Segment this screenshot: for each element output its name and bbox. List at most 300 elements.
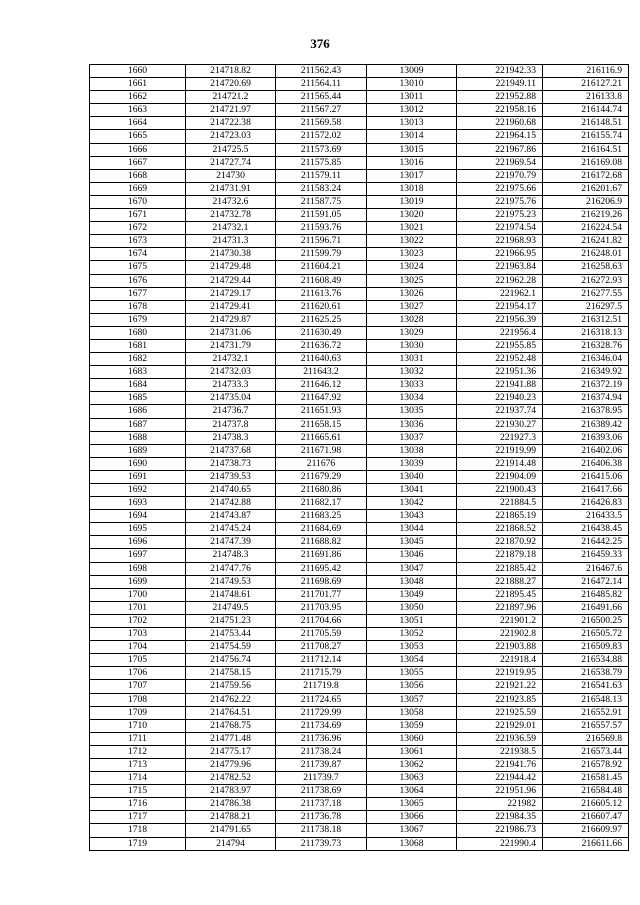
y-coordinate-cell: 216552.91 <box>543 706 629 719</box>
y-coordinate-cell: 216578.92 <box>543 758 629 771</box>
x-coordinate-cell: 221919.99 <box>457 444 543 457</box>
y-coordinate-cell: 211591.05 <box>276 209 367 222</box>
point-number-cell: 1671 <box>90 209 186 222</box>
table-row <box>90 392 629 405</box>
y-coordinate-cell: 216206.9 <box>543 195 629 208</box>
y-coordinate-cell: 216415.06 <box>543 470 629 483</box>
y-coordinate-cell: 216459.33 <box>543 549 629 562</box>
x-coordinate-cell: 221925.59 <box>457 706 543 719</box>
x-coordinate-cell: 221884.5 <box>457 497 543 510</box>
point-number-cell: 1717 <box>90 811 186 824</box>
x-coordinate-cell: 221937.74 <box>457 405 543 418</box>
point-number-cell: 13014 <box>367 130 457 143</box>
table-row <box>90 78 629 91</box>
point-number-cell: 13021 <box>367 222 457 235</box>
point-number-cell: 13022 <box>367 235 457 248</box>
table-row <box>90 366 629 379</box>
point-number-cell: 13009 <box>367 65 457 78</box>
x-coordinate-cell: 214725.5 <box>186 143 276 156</box>
table-row <box>90 837 629 850</box>
table-row <box>90 680 629 693</box>
point-number-cell: 13065 <box>367 798 457 811</box>
point-number-cell: 13016 <box>367 156 457 169</box>
y-coordinate-cell: 211739.73 <box>276 837 367 850</box>
x-coordinate-cell: 214736.7 <box>186 405 276 418</box>
y-coordinate-cell: 216491.66 <box>543 601 629 614</box>
x-coordinate-cell: 221900.43 <box>457 484 543 497</box>
x-coordinate-cell: 221984.35 <box>457 811 543 824</box>
y-coordinate-cell: 216169.08 <box>543 156 629 169</box>
x-coordinate-cell: 214730.38 <box>186 248 276 261</box>
point-number-cell: 1661 <box>90 78 186 91</box>
y-coordinate-cell: 216116.9 <box>543 65 629 78</box>
point-number-cell: 13056 <box>367 680 457 693</box>
y-coordinate-cell: 216611.66 <box>543 837 629 850</box>
table-row <box>90 693 629 706</box>
y-coordinate-cell: 216417.66 <box>543 484 629 497</box>
x-coordinate-cell: 214731.91 <box>186 182 276 195</box>
y-coordinate-cell: 211613.76 <box>276 287 367 300</box>
x-coordinate-cell: 221951.36 <box>457 366 543 379</box>
x-coordinate-cell: 214729.44 <box>186 274 276 287</box>
y-coordinate-cell: 216318.13 <box>543 326 629 339</box>
point-number-cell: 1673 <box>90 235 186 248</box>
point-number-cell: 13066 <box>367 811 457 824</box>
x-coordinate-cell: 214748.3 <box>186 549 276 562</box>
y-coordinate-cell: 211579.11 <box>276 169 367 182</box>
y-coordinate-cell: 216272.93 <box>543 274 629 287</box>
y-coordinate-cell: 211703.95 <box>276 601 367 614</box>
point-number-cell: 1670 <box>90 195 186 208</box>
table-row <box>90 169 629 182</box>
point-number-cell: 1694 <box>90 510 186 523</box>
table-row <box>90 758 629 771</box>
table-row <box>90 588 629 601</box>
y-coordinate-cell: 216505.72 <box>543 628 629 641</box>
table-row <box>90 444 629 457</box>
x-coordinate-cell: 214756.74 <box>186 654 276 667</box>
table-row <box>90 601 629 614</box>
y-coordinate-cell: 216328.76 <box>543 339 629 352</box>
table-row <box>90 497 629 510</box>
y-coordinate-cell: 216172.68 <box>543 169 629 182</box>
point-number-cell: 1669 <box>90 182 186 195</box>
table-row <box>90 772 629 785</box>
x-coordinate-cell: 214732.03 <box>186 366 276 379</box>
x-coordinate-cell: 214775.17 <box>186 745 276 758</box>
y-coordinate-cell: 216248.01 <box>543 248 629 261</box>
point-number-cell: 13058 <box>367 706 457 719</box>
y-coordinate-cell: 216607.47 <box>543 811 629 824</box>
point-number-cell: 13032 <box>367 366 457 379</box>
table-row <box>90 156 629 169</box>
y-coordinate-cell: 211640.63 <box>276 353 367 366</box>
y-coordinate-cell: 216297.5 <box>543 300 629 313</box>
x-coordinate-cell: 221919.95 <box>457 667 543 680</box>
x-coordinate-cell: 214721.97 <box>186 104 276 117</box>
point-number-cell: 1686 <box>90 405 186 418</box>
table-row <box>90 641 629 654</box>
point-number-cell: 1701 <box>90 601 186 614</box>
point-number-cell: 1682 <box>90 353 186 366</box>
point-number-cell: 13062 <box>367 758 457 771</box>
point-number-cell: 13019 <box>367 195 457 208</box>
point-number-cell: 13041 <box>367 484 457 497</box>
point-number-cell: 1697 <box>90 549 186 562</box>
point-number-cell: 13054 <box>367 654 457 667</box>
point-number-cell: 13042 <box>367 497 457 510</box>
y-coordinate-cell: 216433.5 <box>543 510 629 523</box>
x-coordinate-cell: 221897.96 <box>457 601 543 614</box>
point-number-cell: 1711 <box>90 732 186 745</box>
y-coordinate-cell: 211565.44 <box>276 91 367 104</box>
x-coordinate-cell: 214782.52 <box>186 772 276 785</box>
point-number-cell: 1684 <box>90 379 186 392</box>
y-coordinate-cell: 216164.51 <box>543 143 629 156</box>
x-coordinate-cell: 214732.1 <box>186 222 276 235</box>
point-number-cell: 1719 <box>90 837 186 850</box>
point-number-cell: 1689 <box>90 444 186 457</box>
x-coordinate-cell: 214759.56 <box>186 680 276 693</box>
y-coordinate-cell: 211671.98 <box>276 444 367 457</box>
y-coordinate-cell: 216127.21 <box>543 78 629 91</box>
point-number-cell: 13026 <box>367 287 457 300</box>
point-number-cell: 1704 <box>90 641 186 654</box>
y-coordinate-cell: 211704.66 <box>276 614 367 627</box>
table-row <box>90 510 629 523</box>
table-row <box>90 654 629 667</box>
point-number-cell: 13055 <box>367 667 457 680</box>
y-coordinate-cell: 216224.54 <box>543 222 629 235</box>
point-number-cell: 1665 <box>90 130 186 143</box>
point-number-cell: 13017 <box>367 169 457 182</box>
y-coordinate-cell: 216569.8 <box>543 732 629 745</box>
table-row <box>90 117 629 130</box>
table-row <box>90 785 629 798</box>
y-coordinate-cell: 211695.42 <box>276 562 367 575</box>
point-number-cell: 1706 <box>90 667 186 680</box>
y-coordinate-cell: 211736.78 <box>276 811 367 824</box>
table-row <box>90 91 629 104</box>
y-coordinate-cell: 211708.27 <box>276 641 367 654</box>
y-coordinate-cell: 216472.14 <box>543 575 629 588</box>
x-coordinate-cell: 221879.18 <box>457 549 543 562</box>
y-coordinate-cell: 211679.29 <box>276 470 367 483</box>
x-coordinate-cell: 221927.3 <box>457 431 543 444</box>
point-number-cell: 13015 <box>367 143 457 156</box>
page-number: 376 <box>310 36 330 51</box>
y-coordinate-cell: 211608.49 <box>276 274 367 287</box>
table-row <box>90 549 629 562</box>
y-coordinate-cell: 211724.65 <box>276 693 367 706</box>
y-coordinate-cell: 211698.69 <box>276 575 367 588</box>
x-coordinate-cell: 214737.8 <box>186 418 276 431</box>
table-row <box>90 104 629 117</box>
x-coordinate-cell: 221956.4 <box>457 326 543 339</box>
y-coordinate-cell: 211646.12 <box>276 379 367 392</box>
x-coordinate-cell: 214731.06 <box>186 326 276 339</box>
table-row <box>90 484 629 497</box>
x-coordinate-cell: 221966.95 <box>457 248 543 261</box>
point-number-cell: 1705 <box>90 654 186 667</box>
point-number-cell: 13040 <box>367 470 457 483</box>
y-coordinate-cell: 211636.72 <box>276 339 367 352</box>
point-number-cell: 13025 <box>367 274 457 287</box>
point-number-cell: 1662 <box>90 91 186 104</box>
x-coordinate-cell: 214764.51 <box>186 706 276 719</box>
point-number-cell: 13011 <box>367 91 457 104</box>
x-coordinate-cell: 214783.97 <box>186 785 276 798</box>
point-number-cell: 1699 <box>90 575 186 588</box>
y-coordinate-cell: 216241.82 <box>543 235 629 248</box>
y-coordinate-cell: 216467.6 <box>543 562 629 575</box>
point-number-cell: 1718 <box>90 824 186 837</box>
point-number-cell: 13046 <box>367 549 457 562</box>
point-number-cell: 13018 <box>367 182 457 195</box>
table-row <box>90 457 629 470</box>
y-coordinate-cell: 211738.18 <box>276 824 367 837</box>
table-row <box>90 811 629 824</box>
x-coordinate-cell: 221962.1 <box>457 287 543 300</box>
y-coordinate-cell: 211729.99 <box>276 706 367 719</box>
y-coordinate-cell: 216133.8 <box>543 91 629 104</box>
point-number-cell: 13061 <box>367 745 457 758</box>
x-coordinate-cell: 214723.03 <box>186 130 276 143</box>
point-number-cell: 13027 <box>367 300 457 313</box>
x-coordinate-cell: 221930.27 <box>457 418 543 431</box>
point-number-cell: 13047 <box>367 562 457 575</box>
x-coordinate-cell: 221868.52 <box>457 523 543 536</box>
x-coordinate-cell: 214731.3 <box>186 235 276 248</box>
x-coordinate-cell: 214731.79 <box>186 339 276 352</box>
table-row <box>90 628 629 641</box>
x-coordinate-cell: 221914.48 <box>457 457 543 470</box>
coordinates-table <box>89 64 629 851</box>
x-coordinate-cell: 214745.24 <box>186 523 276 536</box>
point-number-cell: 1681 <box>90 339 186 352</box>
point-number-cell: 13031 <box>367 353 457 366</box>
y-coordinate-cell: 216346.04 <box>543 353 629 366</box>
point-number-cell: 13020 <box>367 209 457 222</box>
x-coordinate-cell: 221904.09 <box>457 470 543 483</box>
x-coordinate-cell: 221949.11 <box>457 78 543 91</box>
x-coordinate-cell: 221962.28 <box>457 274 543 287</box>
y-coordinate-cell: 211683.25 <box>276 510 367 523</box>
table-row <box>90 798 629 811</box>
point-number-cell: 1714 <box>90 772 186 785</box>
table-row <box>90 300 629 313</box>
x-coordinate-cell: 214737.68 <box>186 444 276 457</box>
x-coordinate-cell: 221968.93 <box>457 235 543 248</box>
x-coordinate-cell: 221952.48 <box>457 353 543 366</box>
table-row <box>90 575 629 588</box>
y-coordinate-cell: 216584.48 <box>543 785 629 798</box>
point-number-cell: 1668 <box>90 169 186 182</box>
table-row <box>90 379 629 392</box>
point-number-cell: 1709 <box>90 706 186 719</box>
y-coordinate-cell: 211701.77 <box>276 588 367 601</box>
y-coordinate-cell: 216349.92 <box>543 366 629 379</box>
y-coordinate-cell: 211676 <box>276 457 367 470</box>
x-coordinate-cell: 221941.88 <box>457 379 543 392</box>
y-coordinate-cell: 216557.57 <box>543 719 629 732</box>
table-row <box>90 248 629 261</box>
x-coordinate-cell: 214729.48 <box>186 261 276 274</box>
x-coordinate-cell: 221964.15 <box>457 130 543 143</box>
y-coordinate-cell: 211705.59 <box>276 628 367 641</box>
x-coordinate-cell: 221969.54 <box>457 156 543 169</box>
y-coordinate-cell: 216312.51 <box>543 313 629 326</box>
y-coordinate-cell: 216534.88 <box>543 654 629 667</box>
x-coordinate-cell: 214738.73 <box>186 457 276 470</box>
x-coordinate-cell: 221955.85 <box>457 339 543 352</box>
x-coordinate-cell: 214749.5 <box>186 601 276 614</box>
x-coordinate-cell: 214718.82 <box>186 65 276 78</box>
table-row <box>90 222 629 235</box>
point-number-cell: 13010 <box>367 78 457 91</box>
point-number-cell: 1687 <box>90 418 186 431</box>
table-row <box>90 706 629 719</box>
x-coordinate-cell: 221952.88 <box>457 91 543 104</box>
point-number-cell: 1702 <box>90 614 186 627</box>
point-number-cell: 1683 <box>90 366 186 379</box>
point-number-cell: 13044 <box>367 523 457 536</box>
x-coordinate-cell: 221942.33 <box>457 65 543 78</box>
y-coordinate-cell: 216277.55 <box>543 287 629 300</box>
point-number-cell: 13064 <box>367 785 457 798</box>
point-number-cell: 13033 <box>367 379 457 392</box>
y-coordinate-cell: 216581.45 <box>543 772 629 785</box>
y-coordinate-cell: 211593.76 <box>276 222 367 235</box>
point-number-cell: 13052 <box>367 628 457 641</box>
y-coordinate-cell: 211572.02 <box>276 130 367 143</box>
x-coordinate-cell: 214753.44 <box>186 628 276 641</box>
point-number-cell: 13038 <box>367 444 457 457</box>
table-row <box>90 523 629 536</box>
point-number-cell: 1698 <box>90 562 186 575</box>
point-number-cell: 1678 <box>90 300 186 313</box>
y-coordinate-cell: 211573.69 <box>276 143 367 156</box>
x-coordinate-cell: 221954.17 <box>457 300 543 313</box>
y-coordinate-cell: 211736.96 <box>276 732 367 745</box>
table-row <box>90 732 629 745</box>
point-number-cell: 1666 <box>90 143 186 156</box>
x-coordinate-cell: 221986.73 <box>457 824 543 837</box>
y-coordinate-cell: 211739.87 <box>276 758 367 771</box>
point-number-cell: 1691 <box>90 470 186 483</box>
x-coordinate-cell: 221940.23 <box>457 392 543 405</box>
point-number-cell: 1692 <box>90 484 186 497</box>
table-row <box>90 261 629 274</box>
point-number-cell: 1693 <box>90 497 186 510</box>
table-row <box>90 143 629 156</box>
x-coordinate-cell: 214794 <box>186 837 276 850</box>
y-coordinate-cell: 216406.38 <box>543 457 629 470</box>
point-number-cell: 1716 <box>90 798 186 811</box>
y-coordinate-cell: 216541.63 <box>543 680 629 693</box>
x-coordinate-cell: 221888.27 <box>457 575 543 588</box>
point-number-cell: 13053 <box>367 641 457 654</box>
y-coordinate-cell: 211651.93 <box>276 405 367 418</box>
x-coordinate-cell: 221956.39 <box>457 313 543 326</box>
x-coordinate-cell: 221923.85 <box>457 693 543 706</box>
y-coordinate-cell: 211630.49 <box>276 326 367 339</box>
x-coordinate-cell: 221941.76 <box>457 758 543 771</box>
x-coordinate-cell: 214771.48 <box>186 732 276 745</box>
y-coordinate-cell: 211665.61 <box>276 431 367 444</box>
x-coordinate-cell: 221895.45 <box>457 588 543 601</box>
point-number-cell: 1667 <box>90 156 186 169</box>
table-body <box>90 65 629 851</box>
point-number-cell: 13068 <box>367 837 457 850</box>
x-coordinate-cell: 221885.42 <box>457 562 543 575</box>
point-number-cell: 13057 <box>367 693 457 706</box>
y-coordinate-cell: 216438.45 <box>543 523 629 536</box>
point-number-cell: 13049 <box>367 588 457 601</box>
y-coordinate-cell: 211658.15 <box>276 418 367 431</box>
x-coordinate-cell: 221936.59 <box>457 732 543 745</box>
point-number-cell: 1688 <box>90 431 186 444</box>
x-coordinate-cell: 221918.4 <box>457 654 543 667</box>
point-number-cell: 13043 <box>367 510 457 523</box>
x-coordinate-cell: 214733.3 <box>186 379 276 392</box>
x-coordinate-cell: 214786.38 <box>186 798 276 811</box>
table-row <box>90 339 629 352</box>
x-coordinate-cell: 214768.75 <box>186 719 276 732</box>
table-row <box>90 824 629 837</box>
y-coordinate-cell: 211620.61 <box>276 300 367 313</box>
x-coordinate-cell: 214788.21 <box>186 811 276 824</box>
x-coordinate-cell: 221960.68 <box>457 117 543 130</box>
x-coordinate-cell: 221975.76 <box>457 195 543 208</box>
table-row <box>90 353 629 366</box>
point-number-cell: 13045 <box>367 536 457 549</box>
y-coordinate-cell: 211738.24 <box>276 745 367 758</box>
y-coordinate-cell: 216500.25 <box>543 614 629 627</box>
y-coordinate-cell: 211587.75 <box>276 195 367 208</box>
x-coordinate-cell: 221951.96 <box>457 785 543 798</box>
y-coordinate-cell: 216485.82 <box>543 588 629 601</box>
point-number-cell: 13013 <box>367 117 457 130</box>
table-row <box>90 326 629 339</box>
x-coordinate-cell: 221870.92 <box>457 536 543 549</box>
y-coordinate-cell: 216148.51 <box>543 117 629 130</box>
y-coordinate-cell: 216442.25 <box>543 536 629 549</box>
point-number-cell: 1672 <box>90 222 186 235</box>
x-coordinate-cell: 221982 <box>457 798 543 811</box>
x-coordinate-cell: 221970.79 <box>457 169 543 182</box>
point-number-cell: 1676 <box>90 274 186 287</box>
point-number-cell: 13051 <box>367 614 457 627</box>
y-coordinate-cell: 211596.71 <box>276 235 367 248</box>
y-coordinate-cell: 211680.86 <box>276 484 367 497</box>
point-number-cell: 1690 <box>90 457 186 470</box>
point-number-cell: 1703 <box>90 628 186 641</box>
point-number-cell: 13028 <box>367 313 457 326</box>
y-coordinate-cell: 211647.92 <box>276 392 367 405</box>
y-coordinate-cell: 216538.79 <box>543 667 629 680</box>
table-row <box>90 536 629 549</box>
point-number-cell: 13060 <box>367 732 457 745</box>
y-coordinate-cell: 211715.79 <box>276 667 367 680</box>
x-coordinate-cell: 221958.16 <box>457 104 543 117</box>
y-coordinate-cell: 211583.24 <box>276 182 367 195</box>
table-row <box>90 745 629 758</box>
point-number-cell: 1710 <box>90 719 186 732</box>
point-number-cell: 13029 <box>367 326 457 339</box>
table-row <box>90 287 629 300</box>
point-number-cell: 1696 <box>90 536 186 549</box>
